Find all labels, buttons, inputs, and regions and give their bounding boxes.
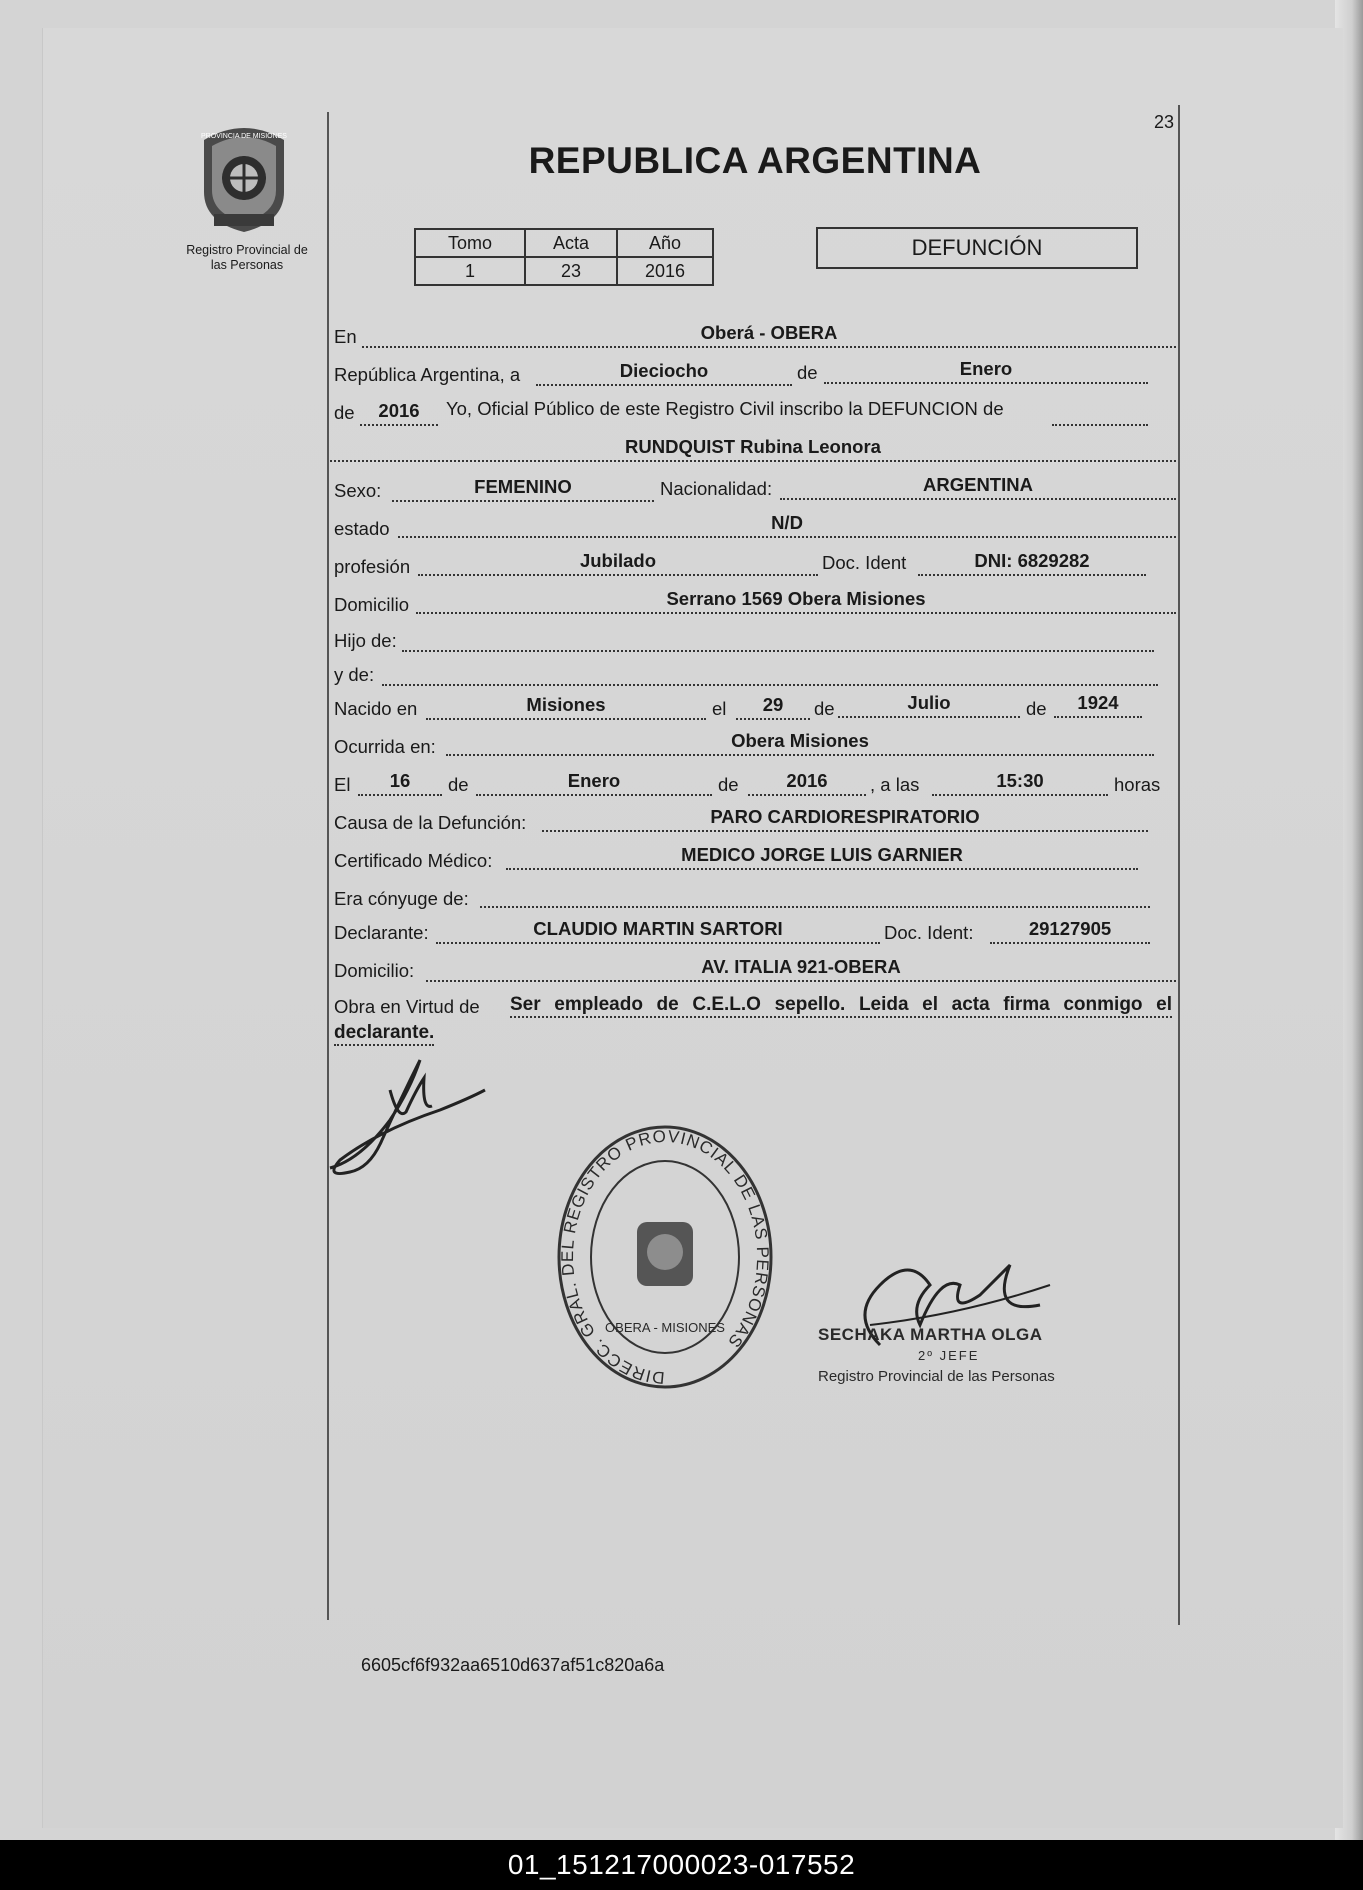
en-label: En — [334, 326, 357, 347]
yde-field — [382, 660, 1158, 686]
doc-label: Doc. Ident — [822, 552, 907, 573]
officer-stamp-name: SECHAKA MARTHA OLGA — [818, 1325, 1043, 1344]
hijo-label: Hijo de: — [334, 630, 397, 651]
record-type-box: DEFUNCIÓN — [816, 227, 1138, 269]
alas-label: , a las — [870, 774, 920, 795]
officer-text: Yo, Oficial Público de este Registro Civil inscribo la DEFUNCION de — [446, 398, 1004, 419]
ref-value-ano: 2016 — [617, 257, 713, 285]
ref-header-acta: Acta — [525, 229, 617, 257]
place-field: Oberá - OBERA — [362, 322, 1176, 348]
ref-header-tomo: Tomo — [415, 229, 525, 257]
death-time-field: 15:30 — [932, 770, 1108, 796]
obra-label: Obra en Virtud de — [334, 996, 480, 1017]
decl-domicilio-label: Domicilio: — [334, 960, 415, 981]
page-number: 23 — [1154, 112, 1175, 132]
obra-text-continuation: declarante. — [334, 1022, 434, 1046]
death-month-field: Enero — [476, 770, 712, 796]
decl-domicilio-field: AV. ITALIA 921-OBERA — [426, 956, 1176, 982]
page-title: REPUBLICA ARGENTINA — [528, 140, 982, 181]
estado-label: estado — [334, 518, 390, 539]
de-label-5: de — [718, 774, 739, 795]
ref-value-tomo: 1 — [415, 257, 525, 285]
registry-label: Registro Provincial de las Personas — [186, 243, 308, 272]
causa-field: PARO CARDIORESPIRATORIO — [542, 806, 1148, 832]
ref-header-ano: Año — [617, 229, 713, 257]
yde-label: y de: — [334, 664, 375, 685]
officer-blank-field — [1052, 400, 1148, 426]
declarante-label: Declarante: — [334, 922, 429, 943]
sexo-label: Sexo: — [334, 480, 382, 501]
horas-label: horas — [1114, 774, 1161, 795]
domicilio-label: Domicilio — [334, 594, 410, 615]
estado-field: N/D — [398, 512, 1176, 538]
de-label: de — [797, 362, 818, 383]
el-label: el — [712, 698, 727, 719]
year-field: 2016 — [360, 400, 438, 426]
hijo-field — [402, 626, 1154, 652]
death-year-field: 2016 — [748, 770, 866, 796]
de-label-4: de — [448, 774, 469, 795]
ref-value-acta: 23 — [525, 257, 617, 285]
death-day-field: 16 — [358, 770, 442, 796]
conyuge-label: Era cónyuge de: — [334, 888, 469, 909]
nacionalidad-field: ARGENTINA — [780, 474, 1176, 500]
declarant-signature — [320, 1050, 490, 1180]
record-reference-table — [414, 228, 714, 286]
republica-label: República Argentina, a — [334, 364, 521, 385]
decl-doc-label: Doc. Ident: — [884, 922, 974, 943]
declarante-field: CLAUDIO MARTIN SARTORI — [436, 918, 880, 944]
seal-inner-text: OBERA - MISIONES — [605, 1320, 725, 1335]
officer-stamp-role: 2º JEFE — [918, 1348, 980, 1363]
birth-month-field: Julio — [838, 692, 1020, 718]
ocurrida-label: Ocurrida en: — [334, 736, 436, 757]
certificado-label: Certificado Médico: — [334, 850, 493, 871]
decl-doc-field: 29127905 — [990, 918, 1150, 944]
year-prefix-label: de — [334, 402, 355, 423]
crest-text: PROVINCIA DE MISIONES — [201, 133, 287, 140]
nacionalidad-label: Nacionalidad: — [660, 478, 773, 499]
birth-year-field: 1924 — [1054, 692, 1142, 718]
provincial-crest-icon — [196, 122, 292, 234]
month-field: Enero — [824, 358, 1148, 384]
de-label-3: de — [1026, 698, 1047, 719]
ocurrida-field: Obera Misiones — [446, 730, 1154, 756]
nacido-label: Nacido en — [334, 698, 418, 719]
registry-seal — [555, 1122, 775, 1392]
document-hash: 6605cf6f932aa6510d637af51c820a6a — [361, 1655, 665, 1675]
de-label-2: de — [814, 698, 835, 719]
domicilio-field: Serrano 1569 Obera Misiones — [416, 588, 1176, 614]
left-margin-line — [327, 112, 329, 1620]
profesion-label: profesión — [334, 556, 411, 577]
birth-day-field: 29 — [736, 694, 810, 720]
officer-stamp-org: Registro Provincial de las Personas — [818, 1368, 1055, 1385]
el2-label: El — [334, 774, 351, 795]
nacido-place-field: Misiones — [426, 694, 706, 720]
conyuge-field — [480, 882, 1150, 908]
sexo-field: FEMENINO — [392, 476, 654, 502]
scan-footer-id: 01_151217000023-017552 — [0, 1840, 1363, 1890]
obra-text: Ser empleado de C.E.L.O sepello. Leida el acta firma conmigo el — [510, 994, 1172, 1018]
profesion-field: Jubilado — [418, 550, 818, 576]
seal-ring-text: DIRECC. GRAL. DEL REGISTRO PROVINCIAL DE LAS PERSONAS — [558, 1126, 773, 1388]
certificado-field: MEDICO JORGE LUIS GARNIER — [506, 844, 1138, 870]
deceased-name-field: RUNDQUIST Rubina Leonora — [330, 436, 1176, 462]
right-margin-line — [1178, 105, 1180, 1625]
doc-field: DNI: 6829282 — [918, 550, 1146, 576]
day-words-field: Dieciocho — [536, 360, 792, 386]
causa-label: Causa de la Defunción: — [334, 812, 527, 833]
